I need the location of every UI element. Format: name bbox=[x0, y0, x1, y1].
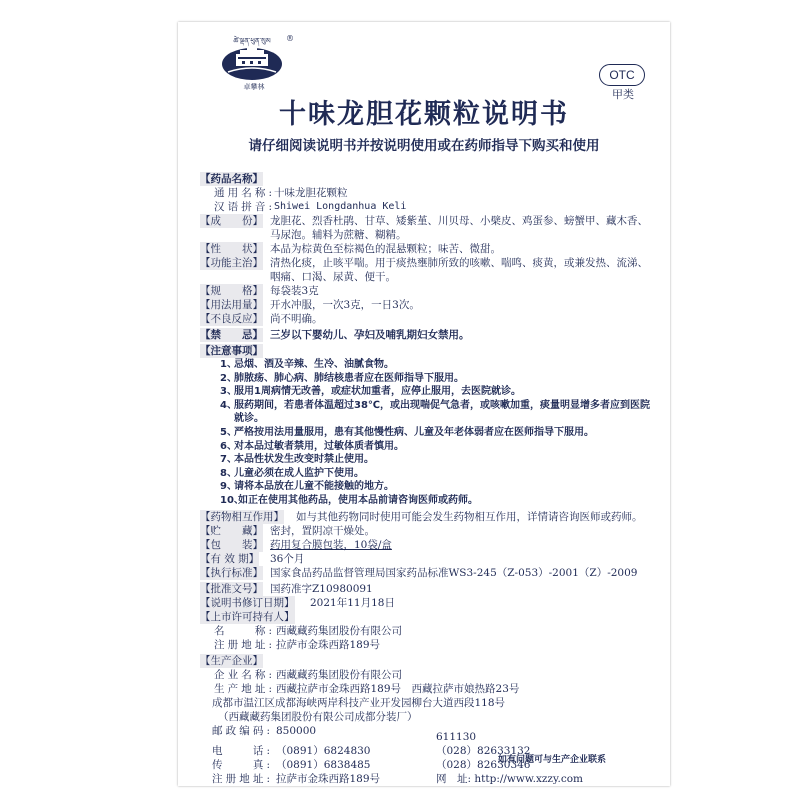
drug-name-label: 【药品名称】 bbox=[200, 173, 263, 185]
standard-value: 国家食品药品监督管理局国家药品标准WS3-245（Z-053）-2001（Z）-2009 bbox=[270, 566, 638, 579]
note-item bbox=[220, 372, 658, 386]
adverse-label: 【不良反应】 bbox=[200, 313, 263, 325]
mfr-address-line3: （西藏藏药集团股份有限公司成都分装厂） bbox=[218, 710, 418, 723]
tel-label: 电 话: bbox=[212, 744, 270, 757]
usage-row bbox=[200, 298, 658, 312]
note-text: 如正在使用其他药品，使用本品前请咨询医师或药师。 bbox=[238, 494, 478, 506]
leaflet-sheet bbox=[178, 22, 670, 786]
generic-name-label: 通用名称: bbox=[214, 187, 272, 199]
contraindication-row bbox=[200, 328, 658, 342]
note-text: 忌烟、酒及辛辣、生冷、油腻食物。 bbox=[234, 359, 394, 370]
mfr-name-label: 企业名称: bbox=[214, 668, 272, 681]
zip-value-1: 850000 bbox=[276, 724, 317, 737]
mfr-address-line1: 西藏拉萨市金珠西路189号 西藏拉萨市娘热路23号 bbox=[276, 682, 520, 695]
note-item bbox=[220, 385, 658, 399]
package-label: 【包 装】 bbox=[200, 538, 263, 551]
reg-address-label: 注册地址: bbox=[212, 772, 270, 785]
logo-company-name: 卓攀林 bbox=[243, 83, 265, 91]
validity-row bbox=[200, 552, 658, 566]
mah-label: 【上市许可持有人】 bbox=[200, 610, 295, 623]
mah-name-row bbox=[200, 624, 658, 638]
generic-name-value: 十味龙胆花颗粒 bbox=[274, 187, 348, 199]
tel-value-1: （0891）6824830 bbox=[276, 744, 371, 757]
website-row bbox=[436, 772, 658, 786]
mah-name-value: 西藏藏药集团股份有限公司 bbox=[276, 624, 402, 637]
revision-row bbox=[200, 596, 658, 610]
validity-label: 【有 效 期】 bbox=[200, 552, 260, 565]
interaction-label: 【药物相互作用】 bbox=[200, 510, 284, 523]
note-item bbox=[220, 453, 658, 467]
package-row bbox=[200, 538, 658, 552]
note-text: 儿童必须在成人监护下使用。 bbox=[234, 467, 364, 479]
mfr-name-row bbox=[200, 668, 658, 682]
revision-value: 2021年11月18日 bbox=[310, 596, 395, 609]
note-number: 9、 bbox=[220, 481, 237, 493]
storage-label: 【贮 藏】 bbox=[200, 524, 263, 537]
note-number: 6、 bbox=[220, 440, 237, 452]
note-text: 对本品过敏者禁用，过敏体质者慎用。 bbox=[234, 440, 404, 452]
fax-label: 传 真: bbox=[212, 758, 270, 771]
composition-value: 龙胆花、烈香杜鹃、甘草、矮紫堇、川贝母、小檗皮、鸡蛋参、螃蟹甲、藏木香、马尿泡。辅料为蔗糖、糊精。 bbox=[270, 215, 648, 241]
note-text: 本品性状发生改变时禁止使用。 bbox=[234, 454, 374, 466]
page-title: 十味龙胆花颗粒说明书 bbox=[279, 99, 569, 130]
contraindication-label: 【禁 忌】 bbox=[200, 329, 263, 341]
mah-address-row bbox=[200, 638, 658, 652]
character-label: 【性 状】 bbox=[200, 243, 263, 255]
adverse-value: 尚不明确。 bbox=[270, 313, 323, 325]
note-text: 肺脓疡、肺心病、肺结核患者应在医师指导下服用。 bbox=[234, 372, 464, 384]
otc-class: 甲类 bbox=[612, 88, 634, 101]
note-number: 5、 bbox=[220, 426, 237, 438]
note-number: 3、 bbox=[220, 386, 237, 398]
note-item bbox=[220, 494, 658, 508]
note-item bbox=[220, 358, 658, 372]
page-subtitle: 请仔细阅读说明书并按说明使用或在药师指导下购买和使用 bbox=[248, 138, 600, 154]
manufacturer-section bbox=[200, 654, 658, 668]
pinyin-label: 汉语拼音: bbox=[214, 201, 272, 213]
note-item bbox=[220, 467, 658, 481]
otc-badge: OTC bbox=[599, 64, 645, 86]
note-text: 请将本品放在儿童不能接触的地方。 bbox=[234, 481, 394, 493]
note-text: 服药期间，若患者体温超过38℃，或出现喘促气急者，或咳嗽加重，痰量明显增多者应到医院就诊。 bbox=[234, 399, 651, 425]
mah-name-label: 名 称: bbox=[214, 624, 272, 637]
note-number: 2、 bbox=[220, 372, 237, 384]
website-label: 网 址: bbox=[436, 772, 472, 785]
character-value: 本品为棕黄色至棕褐色的混悬颗粒；味苦、微甜。 bbox=[270, 243, 501, 255]
approval-value: 国药准字Z10980091 bbox=[270, 582, 373, 595]
notes-list bbox=[200, 358, 658, 508]
mfr-address-label: 生产地址: bbox=[214, 682, 272, 695]
note-number: 8、 bbox=[220, 467, 237, 479]
footer-note: 如有问题可与生产企业联系 bbox=[498, 755, 607, 765]
mah-address-label: 注册地址: bbox=[214, 638, 272, 651]
note-text: 严格按用法用量服用，患有其他慢性病、儿童及年老体弱者应在医师指导下服用。 bbox=[234, 426, 594, 438]
interaction-value: 如与其他药物同时使用可能会发生药物相互作用，详情请咨询医师或药师。 bbox=[296, 510, 643, 523]
note-item bbox=[220, 480, 658, 494]
note-item bbox=[220, 440, 658, 454]
character-row bbox=[200, 242, 658, 256]
note-text: 服用1周病情无改善，或症状加重者，应停止服用，去医院就诊。 bbox=[234, 386, 521, 398]
fax-value-2: （028）82630346 bbox=[436, 758, 531, 771]
zip-label: 邮政编码: bbox=[212, 724, 270, 737]
standard-row bbox=[200, 566, 658, 580]
approval-row bbox=[200, 582, 658, 596]
storage-value: 密封，置阴凉干燥处。 bbox=[270, 524, 375, 537]
standard-label: 【执行标准】 bbox=[200, 566, 263, 579]
fax-value-1: （0891）6838485 bbox=[276, 758, 371, 771]
approval-label: 【批准文号】 bbox=[200, 582, 263, 595]
website-value: http://www.xzzy.com bbox=[474, 772, 583, 785]
composition-label: 【成 份】 bbox=[200, 215, 263, 227]
drug-name-section bbox=[200, 172, 658, 186]
usage-label: 【用法用量】 bbox=[200, 299, 263, 311]
tel-value-2: （028）82633132 bbox=[436, 744, 531, 757]
pinyin-value: Shiwei Longdanhua Keli bbox=[274, 201, 407, 212]
contraindication-value: 三岁以下婴幼儿、孕妇及哺乳期妇女禁用。 bbox=[270, 329, 470, 341]
notes-label: 【注意事项】 bbox=[200, 345, 263, 357]
registered-mark: ® bbox=[286, 34, 294, 43]
leaflet-content bbox=[200, 172, 658, 786]
mfr-address-row bbox=[200, 682, 658, 724]
package-value: 药用复合膜包装，10袋/盒 bbox=[270, 538, 392, 551]
indication-row bbox=[200, 256, 658, 284]
spec-label: 【规 格】 bbox=[200, 285, 263, 297]
note-number: 1、 bbox=[220, 359, 237, 370]
pinyin-row bbox=[200, 200, 658, 214]
note-number: 7、 bbox=[220, 454, 237, 466]
zip-value-2: 611130 bbox=[436, 730, 477, 743]
mfr-address-line2: 成都市温江区成都海峡两岸科技产业开发园柳台大道西段118号 bbox=[212, 696, 506, 709]
spec-value: 每袋装3克 bbox=[270, 285, 319, 297]
mah-address-value: 拉萨市金珠西路189号 bbox=[276, 638, 381, 651]
brand-logo bbox=[220, 34, 284, 94]
generic-name-row bbox=[200, 186, 658, 200]
mah-section bbox=[200, 610, 658, 624]
validity-value: 36个月 bbox=[270, 552, 305, 565]
logo-brand-text: ཚེ་ལྡན་ཕུན་སུམ bbox=[233, 37, 271, 45]
note-item bbox=[220, 399, 658, 426]
revision-label: 【说明书修订日期】 bbox=[200, 596, 295, 609]
notes-section bbox=[200, 344, 658, 358]
interaction-row bbox=[200, 510, 658, 524]
reg-address-value: 拉萨市金珠西路189号 bbox=[276, 772, 381, 785]
composition-row bbox=[200, 214, 658, 242]
mfr-name-value: 西藏藏药集团股份有限公司 bbox=[276, 668, 402, 681]
note-item bbox=[220, 426, 658, 440]
indication-value: 清热化痰，止咳平喘。用于痰热壅肺所致的咳嗽、喘鸣、痰黄，或兼发热、流涕、咽痛、口渴、尿黄、便干。 bbox=[270, 257, 648, 283]
indication-label: 【功能主治】 bbox=[200, 257, 263, 269]
note-number: 4、 bbox=[220, 399, 237, 411]
usage-value: 开水冲服，一次3克，一日3次。 bbox=[270, 299, 420, 311]
adverse-row bbox=[200, 312, 658, 326]
storage-row bbox=[200, 524, 658, 538]
note-number: 10、 bbox=[220, 494, 244, 506]
manufacturer-label: 【生产企业】 bbox=[200, 654, 263, 667]
spec-row bbox=[200, 284, 658, 298]
